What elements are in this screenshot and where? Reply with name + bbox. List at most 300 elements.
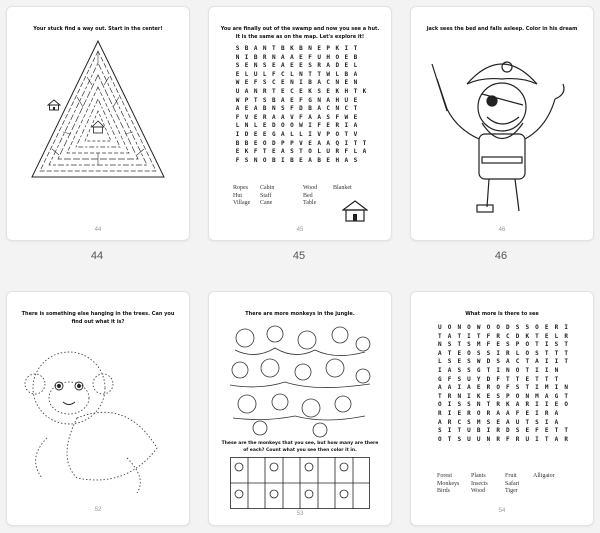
page-number: 54 bbox=[498, 508, 506, 514]
grid-letter: N bbox=[299, 70, 303, 78]
grid-letter: T bbox=[271, 87, 276, 95]
grid-letter: S bbox=[515, 324, 520, 331]
grid-letter: E bbox=[262, 122, 267, 130]
grid-letter: T bbox=[253, 96, 258, 104]
grid-letter: E bbox=[544, 324, 549, 331]
grid-letter: K bbox=[335, 45, 340, 52]
grid-letter: E bbox=[326, 156, 330, 164]
grid-letter: S bbox=[457, 401, 462, 409]
grid-letter: S bbox=[353, 156, 358, 164]
grid-letter: R bbox=[262, 113, 267, 121]
grid-letter: S bbox=[326, 113, 330, 121]
grid-letter bbox=[360, 62, 369, 71]
grid-letter: S bbox=[244, 156, 249, 164]
grid-letter bbox=[360, 114, 369, 123]
grid-letter: S bbox=[235, 62, 240, 70]
page-title: Jack sees the bed and falls asleep. Color in his dream bbox=[426, 26, 578, 32]
grid-letter: A bbox=[271, 113, 276, 121]
word-search-grid bbox=[435, 324, 571, 444]
grid-letter: Y bbox=[476, 375, 481, 383]
grid-letter: D bbox=[299, 105, 303, 113]
word-list-item: Tiger bbox=[505, 488, 518, 495]
grid-letter: F bbox=[486, 341, 491, 349]
grid-letter: A bbox=[447, 366, 452, 374]
grid-letter: R bbox=[564, 332, 568, 340]
word-list-item: Birds bbox=[437, 488, 451, 495]
grid-letter: S bbox=[467, 418, 471, 426]
count-table bbox=[230, 457, 370, 509]
grid-letter: F bbox=[496, 375, 500, 383]
grid-letter: E bbox=[544, 427, 549, 435]
grid-letter: B bbox=[476, 427, 481, 435]
grid-letter: I bbox=[486, 427, 491, 435]
grid-letter: E bbox=[244, 62, 249, 70]
grid-letter: U bbox=[344, 96, 349, 104]
page-number: 53 bbox=[296, 511, 304, 517]
grid-letter: N bbox=[253, 87, 258, 95]
grid-letter: E bbox=[281, 87, 285, 95]
grid-letter: O bbox=[290, 122, 294, 130]
grid-letter: A bbox=[554, 435, 559, 443]
word-list-item: Insects bbox=[471, 480, 488, 487]
monkey-collage bbox=[225, 320, 375, 438]
grid-letter: O bbox=[335, 130, 340, 138]
grid-letter: T bbox=[476, 332, 481, 340]
page-card-52[interactable] bbox=[6, 291, 190, 526]
grid-letter: D bbox=[335, 62, 340, 70]
grid-letter: U bbox=[525, 435, 530, 443]
grid-letter: K bbox=[290, 45, 294, 52]
grid-letter: E bbox=[299, 156, 303, 164]
grid-letter: T bbox=[344, 130, 349, 138]
grid-letter: R bbox=[564, 435, 568, 443]
grid-letter: R bbox=[515, 435, 520, 443]
thumbnail-label: 46 bbox=[494, 250, 508, 262]
grid-letter: P bbox=[506, 392, 510, 400]
grid-letter: T bbox=[457, 341, 462, 349]
grid-letter: U bbox=[476, 435, 481, 443]
grid-letter: B bbox=[253, 53, 258, 61]
grid-letter: R bbox=[496, 435, 500, 443]
grid-letter: I bbox=[457, 384, 462, 392]
grid-letter: S bbox=[496, 392, 500, 400]
grid-letter: S bbox=[476, 349, 481, 357]
grid-letter: P bbox=[326, 130, 330, 138]
grid-letter bbox=[360, 79, 369, 88]
grid-letter: K bbox=[308, 87, 312, 95]
grid-letter: I bbox=[344, 122, 349, 130]
word-list-item: Forest bbox=[437, 473, 452, 479]
grid-letter: S bbox=[467, 341, 471, 349]
grid-letter: B bbox=[235, 139, 240, 147]
grid-letter: E bbox=[525, 375, 530, 383]
grid-letter bbox=[561, 410, 571, 419]
grid-letter: T bbox=[299, 148, 303, 156]
grid-letter: R bbox=[317, 62, 321, 70]
grid-letter: R bbox=[447, 392, 452, 400]
grid-letter: G bbox=[476, 366, 481, 374]
grid-letter: B bbox=[271, 156, 276, 164]
grid-letter: R bbox=[262, 53, 267, 61]
grid-letter: L bbox=[353, 148, 358, 156]
grid-letter: O bbox=[535, 324, 539, 331]
grid-letter: W bbox=[235, 79, 240, 87]
grid-letter bbox=[561, 419, 571, 428]
grid-letter: E bbox=[457, 358, 462, 366]
grid-letter: E bbox=[344, 79, 349, 87]
grid-letter: S bbox=[262, 62, 267, 70]
grid-letter: N bbox=[235, 53, 240, 61]
grid-letter: E bbox=[476, 384, 481, 392]
grid-letter: A bbox=[326, 96, 330, 104]
grid-letter: M bbox=[544, 384, 549, 392]
grid-letter: F bbox=[253, 79, 258, 87]
grid-letter: E bbox=[299, 53, 303, 61]
grid-letter: S bbox=[281, 105, 285, 113]
word-list-item: Wood bbox=[303, 185, 318, 191]
grid-letter: U bbox=[467, 375, 471, 383]
grid-letter: L bbox=[290, 70, 294, 78]
grid-letter: A bbox=[353, 70, 358, 78]
grid-letter: I bbox=[281, 156, 285, 164]
grid-letter: P bbox=[515, 341, 520, 349]
grid-letter: S bbox=[496, 358, 500, 366]
grid-letter: E bbox=[299, 62, 303, 70]
grid-letter: S bbox=[447, 341, 452, 349]
grid-letter: I bbox=[467, 332, 471, 340]
word-search-grid bbox=[233, 45, 369, 165]
word-list-item bbox=[533, 488, 577, 496]
grid-letter: S bbox=[515, 427, 520, 435]
grid-letter: I bbox=[535, 409, 539, 417]
grid-letter: T bbox=[564, 392, 568, 400]
grid-letter: E bbox=[353, 113, 358, 121]
grid-letter: E bbox=[496, 418, 500, 426]
grid-letter: S bbox=[535, 418, 539, 426]
grid-letter: N bbox=[290, 79, 294, 87]
grid-letter: E bbox=[525, 427, 530, 435]
grid-letter: I bbox=[308, 122, 312, 130]
grid-letter: H bbox=[344, 87, 349, 95]
grid-letter: T bbox=[362, 139, 367, 147]
grid-letter bbox=[360, 97, 369, 106]
page-number: 44 bbox=[94, 227, 102, 233]
grid-letter: O bbox=[262, 139, 267, 147]
grid-letter: E bbox=[235, 70, 240, 78]
grid-letter: I bbox=[344, 139, 349, 147]
grid-letter: S bbox=[525, 324, 530, 331]
grid-letter: O bbox=[467, 349, 471, 357]
grid-letter: U bbox=[438, 324, 442, 331]
grid-letter: F bbox=[447, 375, 452, 383]
grid-letter: S bbox=[457, 435, 462, 443]
grid-letter: E bbox=[290, 62, 294, 70]
grid-letter: A bbox=[544, 392, 549, 400]
grid-letter: N bbox=[438, 341, 442, 349]
grid-letter: H bbox=[326, 53, 330, 61]
grid-letter: N bbox=[244, 122, 249, 130]
grid-letter: E bbox=[525, 409, 530, 417]
grid-letter: O bbox=[564, 401, 568, 409]
grid-letter: F bbox=[235, 113, 240, 121]
page-card-53[interactable] bbox=[208, 291, 392, 526]
grid-letter: E bbox=[253, 139, 258, 147]
grid-letter: T bbox=[447, 349, 452, 357]
grid-letter: N bbox=[271, 53, 276, 61]
grid-letter: A bbox=[281, 130, 285, 138]
grid-letter: T bbox=[525, 384, 530, 392]
grid-letter: E bbox=[317, 45, 321, 52]
grid-letter: A bbox=[235, 105, 240, 113]
grid-letter: B bbox=[262, 105, 267, 113]
grid-letter bbox=[561, 367, 571, 376]
grid-letter: D bbox=[506, 427, 510, 435]
grid-letter: A bbox=[244, 87, 249, 95]
grid-letter: U bbox=[467, 427, 471, 435]
grid-letter: T bbox=[535, 375, 539, 383]
grid-letter: O bbox=[515, 366, 520, 374]
thumbnail-label: 45 bbox=[292, 250, 306, 262]
word-list-item: Cane bbox=[260, 200, 273, 207]
grid-letter: T bbox=[525, 418, 530, 426]
grid-letter: E bbox=[457, 409, 462, 417]
grid-letter: L bbox=[262, 70, 267, 78]
grid-letter: T bbox=[486, 366, 491, 374]
grid-letter: A bbox=[362, 148, 367, 156]
grid-letter: E bbox=[326, 122, 330, 130]
grid-letter: T bbox=[564, 358, 568, 366]
grid-letter: N bbox=[271, 105, 276, 113]
word-list-item: Fruit bbox=[505, 473, 517, 479]
grid-letter: E bbox=[308, 139, 312, 147]
grid-letter: O bbox=[476, 409, 481, 417]
grid-letter: P bbox=[244, 96, 249, 104]
grid-letter: O bbox=[308, 148, 312, 156]
grid-letter: R bbox=[525, 401, 530, 409]
grid-letter: R bbox=[496, 401, 500, 409]
grid-letter: E bbox=[496, 341, 500, 349]
grid-letter: E bbox=[271, 148, 276, 156]
grid-letter bbox=[360, 71, 369, 80]
grid-letter: N bbox=[476, 401, 481, 409]
grid-letter: T bbox=[535, 341, 539, 349]
grid-letter: S bbox=[457, 366, 462, 374]
grid-letter: H bbox=[335, 156, 340, 164]
grid-letter: O bbox=[438, 435, 442, 443]
grid-letter: V bbox=[244, 113, 249, 121]
grid-letter: N bbox=[525, 392, 530, 400]
grid-letter: Q bbox=[335, 139, 340, 147]
grid-letter: B bbox=[290, 156, 294, 164]
grid-letter: F bbox=[344, 148, 349, 156]
grid-letter: R bbox=[486, 384, 491, 392]
grid-letter: W bbox=[344, 113, 349, 121]
word-list-item: Monkeys bbox=[437, 480, 460, 487]
grid-letter: M bbox=[476, 418, 481, 426]
grid-letter: R bbox=[554, 324, 559, 331]
grid-letter: A bbox=[506, 358, 510, 366]
grid-letter: E bbox=[262, 130, 267, 138]
grid-letter: N bbox=[457, 392, 462, 400]
grid-letter: T bbox=[353, 45, 358, 52]
grid-letter: P bbox=[326, 45, 330, 52]
grid-letter: U bbox=[326, 148, 330, 156]
grid-letter: A bbox=[438, 384, 442, 392]
grid-letter: N bbox=[506, 366, 510, 374]
grid-letter: I bbox=[438, 366, 442, 374]
grid-letter: A bbox=[554, 418, 559, 426]
grid-letter: L bbox=[290, 130, 294, 138]
grid-letter: T bbox=[353, 87, 358, 95]
grid-letter: N bbox=[335, 105, 340, 113]
grid-letter: T bbox=[535, 332, 539, 340]
word-list-item: Alligator bbox=[533, 473, 555, 479]
grid-letter: L bbox=[554, 332, 559, 340]
grid-letter: F bbox=[290, 105, 294, 113]
page-card-54[interactable] bbox=[410, 291, 594, 526]
grid-letter: E bbox=[486, 392, 491, 400]
word-list-item: Cabin bbox=[260, 185, 275, 191]
grid-letter: C bbox=[326, 105, 330, 113]
grid-letter: O bbox=[467, 324, 471, 331]
grid-letter: V bbox=[317, 130, 321, 138]
grid-letter: T bbox=[308, 70, 312, 78]
grid-letter: A bbox=[317, 105, 321, 113]
page-title: What more is there to see bbox=[465, 311, 539, 317]
grid-letter: T bbox=[525, 366, 530, 374]
grid-letter: E bbox=[290, 96, 294, 104]
grid-letter: U bbox=[317, 53, 321, 61]
grid-letter: A bbox=[496, 409, 500, 417]
grid-letter: I bbox=[496, 349, 500, 357]
grid-letter: T bbox=[554, 349, 559, 357]
grid-letter: T bbox=[486, 401, 491, 409]
grid-letter: O bbox=[525, 341, 530, 349]
grid-letter: L bbox=[244, 70, 249, 78]
grid-letter: F bbox=[317, 122, 321, 130]
grid-letter: T bbox=[447, 435, 452, 443]
grid-letter: A bbox=[317, 79, 321, 87]
page-card-46[interactable] bbox=[410, 6, 594, 241]
grid-letter: T bbox=[457, 427, 462, 435]
grid-letter: F bbox=[506, 435, 510, 443]
grid-letter: S bbox=[515, 384, 520, 392]
grid-letter: L bbox=[253, 122, 258, 130]
grid-letter: F bbox=[506, 384, 510, 392]
grid-letter: A bbox=[308, 156, 312, 164]
grid-letter: I bbox=[535, 384, 539, 392]
word-list-item: Hut bbox=[233, 192, 242, 199]
grid-letter: V bbox=[353, 130, 358, 138]
page-title: There is something else hanging in the trees. Can you find out what it is? bbox=[21, 311, 175, 325]
grid-letter: P bbox=[281, 139, 285, 147]
grid-letter: L bbox=[235, 122, 240, 130]
grid-letter: A bbox=[281, 113, 285, 121]
grid-letter: A bbox=[290, 53, 294, 61]
grid-letter: G bbox=[554, 392, 559, 400]
grid-letter: A bbox=[308, 113, 312, 121]
grid-letter: B bbox=[281, 45, 285, 52]
grid-letter: C bbox=[271, 79, 276, 87]
grid-letter: T bbox=[554, 375, 559, 383]
page-title: You are finally out of the swamp and now you see a hut. It is the same as on the map. Let's explore it! bbox=[220, 26, 380, 40]
grid-letter: S bbox=[290, 148, 294, 156]
grid-letter: L bbox=[317, 148, 321, 156]
grid-letter: B bbox=[308, 105, 312, 113]
grid-letter: A bbox=[506, 409, 510, 417]
grid-letter: C bbox=[281, 70, 285, 78]
grid-letter: A bbox=[281, 53, 285, 61]
grid-letter: B bbox=[317, 156, 321, 164]
grid-letter: W bbox=[326, 70, 330, 78]
grid-letter: E bbox=[244, 105, 249, 113]
grid-letter: B bbox=[299, 45, 303, 52]
grid-letter: S bbox=[447, 358, 452, 366]
word-list bbox=[437, 473, 577, 496]
grid-letter: U bbox=[253, 70, 258, 78]
page-title: Your stuck find a way out. Start in the center! bbox=[33, 26, 163, 32]
grid-letter: I bbox=[544, 401, 549, 409]
grid-letter bbox=[360, 105, 369, 114]
grid-letter: I bbox=[308, 130, 312, 138]
grid-letter: L bbox=[438, 358, 442, 366]
grid-letter: V bbox=[290, 113, 294, 121]
grid-letter: S bbox=[467, 358, 471, 366]
grid-letter: E bbox=[253, 130, 258, 138]
grid-letter: S bbox=[506, 341, 510, 349]
page-card-44[interactable] bbox=[6, 6, 190, 241]
grid-letter: A bbox=[326, 139, 330, 147]
grid-letter: I bbox=[447, 409, 452, 417]
grid-letter: N bbox=[486, 435, 491, 443]
grid-letter: T bbox=[317, 70, 321, 78]
grid-letter: V bbox=[299, 139, 303, 147]
grid-letter: A bbox=[281, 148, 285, 156]
grid-letter bbox=[360, 157, 369, 166]
grid-letter: I bbox=[535, 366, 539, 374]
grid-letter: C bbox=[290, 87, 294, 95]
grid-letter: I bbox=[564, 324, 568, 331]
grid-letter: R bbox=[447, 418, 452, 426]
grid-letter: A bbox=[253, 45, 258, 52]
page-number: 46 bbox=[498, 227, 506, 233]
grid-letter: E bbox=[253, 113, 258, 121]
grid-letter: O bbox=[496, 384, 500, 392]
grid-letter: D bbox=[271, 139, 276, 147]
grid-letter: A bbox=[467, 384, 471, 392]
grid-letter: I bbox=[244, 53, 249, 61]
grid-letter: S bbox=[457, 375, 462, 383]
grid-letter: B bbox=[344, 70, 349, 78]
grid-letter: F bbox=[515, 409, 520, 417]
grid-letter: C bbox=[506, 332, 510, 340]
grid-letter: N bbox=[554, 366, 559, 374]
grid-letter: A bbox=[317, 139, 321, 147]
grid-letter: R bbox=[438, 409, 442, 417]
grid-letter: E bbox=[235, 148, 240, 156]
grid-letter: B bbox=[271, 96, 276, 104]
grid-letter: M bbox=[476, 341, 481, 349]
word-list-item: Safari bbox=[505, 480, 520, 487]
grid-letter: S bbox=[467, 366, 471, 374]
grid-letter bbox=[360, 122, 369, 131]
grid-letter: E bbox=[344, 62, 349, 70]
grid-letter: S bbox=[262, 96, 267, 104]
page-card-45[interactable] bbox=[208, 6, 392, 241]
grid-letter: E bbox=[344, 53, 349, 61]
grid-letter: E bbox=[271, 62, 276, 70]
grid-letter: E bbox=[244, 79, 249, 87]
